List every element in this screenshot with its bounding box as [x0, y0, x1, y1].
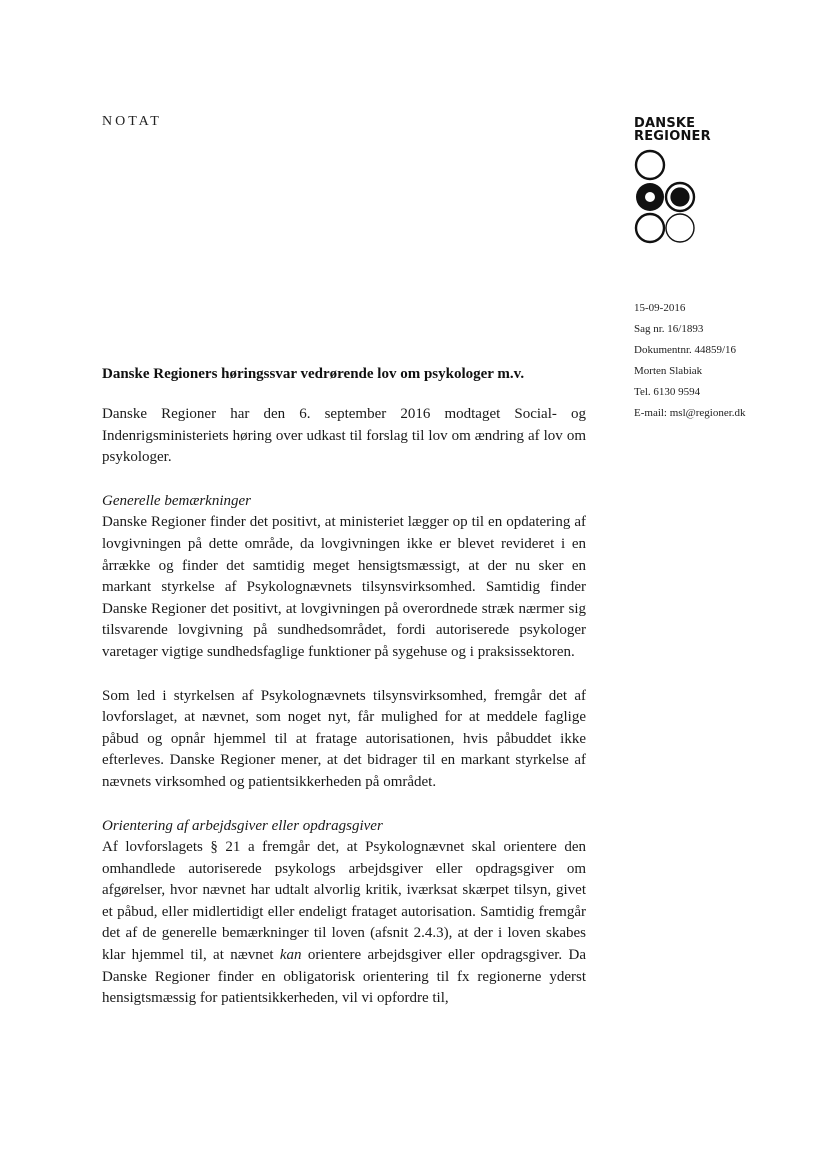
document-meta	[634, 298, 746, 424]
meta-case-number: Sag nr. 16/1893	[634, 323, 704, 335]
document-title: Danske Regioners høringssvar vedrørende lov om psykologer m.v.	[102, 366, 525, 382]
employer-orientation-text-b: orientere arbejdsgiver eller opdragsgiver. Da Danske Regioner finder en obligatorisk orientering til fx regionerne yderst hensigtsmæssig for patientsikkerheden, vil vi opfordre til,	[102, 947, 586, 1007]
meta-document-number: Dokumentnr. 44859/16	[634, 344, 737, 356]
section-heading-employer-orientation: Orientering af arbejdsgiver eller opdragsgiver	[102, 817, 383, 834]
meta-phone: Tel. 6130 9594	[634, 386, 701, 398]
meta-date: 15-09-2016	[634, 302, 686, 314]
logo-line-1: DANSKE	[634, 116, 696, 131]
employer-orientation-paragraph	[102, 837, 586, 1010]
meta-email: E-mail: msl@regioner.dk	[634, 407, 746, 419]
employer-orientation-emphasis: kan	[279, 947, 302, 964]
meta-author: Morten Slabiak	[634, 365, 703, 377]
danske-regioner-logo	[634, 117, 734, 247]
employer-orientation-text-a: Af lovforslagets § 21 a fremgår det, at Psykolognævnet skal orientere den omhandlede autoriserede psykologs arbejdsgiver eller opdragsgiver om afgørelser, hvor nævnet har udtalt alvorlig kritik, iværksat skærpet tilsyn, givet et påbud, eller midlertidigt eller endeligt frataget autorisation. Samtidig fremgår det af de generelle bemærkninger til loven (afsnit 2.4.3), at der i loven skabes klar hjemmel til, at nævnet	[102, 839, 586, 964]
logo-line-2: REGIONER	[634, 129, 711, 144]
document-body	[102, 404, 586, 1032]
general-remarks-paragraph-2: Som led i styrkelsen af Psykolognævnets tilsynsvirksomhed, fremgår det af lovforslaget, at nævnet, som noget nyt, får mulighed for at meddele faglige påbud og opnår hjemmel til at fratage autorisationen, hvis påbuddet ikke efterleves. Danske Regioner mener, at det bidrager til en markant styrkelse af nævnets virksomhed og patientsikkerheden på området.	[102, 687, 586, 790]
general-remarks-paragraph-1: Danske Regioner finder det positivt, at ministeriet lægger op til en opdatering af lovgivningen på dette område, da lovgivningen ikke er blevet revideret i en årrække og finder det samtidig meget hensigtsmæssigt, at der nu sker en markant styrkelse af Psykolognævnets tilsynsvirksomhed. Samtidig finder Danske Regioner det positivt, at lovgivningen på overordnede stræk nærmer sig tilsvarende lovgivning på sundhedsområdet, fordi autoriserede psykologer varetager vigtige sundhedsfaglige funktioner på sygehuse og i praksissektoren.	[102, 514, 586, 660]
intro-paragraph: Danske Regioner har den 6. september 2016 modtaget Social- og Indenrigsministeriets høring over udkast til forslag til lov om ændring af lov om psykologer.	[102, 406, 586, 466]
document-type-label: NOTAT	[102, 114, 162, 129]
logo-circles-icon	[634, 147, 706, 247]
section-heading-general-remarks: Generelle bemærkninger	[102, 492, 251, 509]
